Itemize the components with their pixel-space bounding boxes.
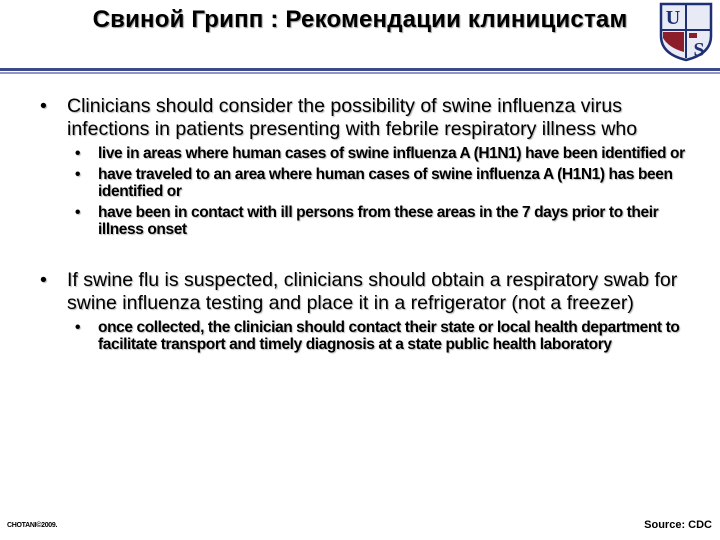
sub-bullet-text: once collected, the clinician should contact their state or local health department to facilitate transport and timely diagnosis at a state public health laboratory bbox=[98, 319, 680, 353]
sub-bullet bbox=[69, 204, 700, 238]
copyright-footer: CHOTANI©2009. bbox=[7, 522, 58, 529]
bullet-suspected-swine-flu bbox=[40, 269, 700, 315]
sub-bullet bbox=[69, 319, 700, 353]
logo-letter-s: S bbox=[693, 39, 705, 61]
sub-bullet-text: live in areas where human cases of swine influenza A (H1N1) have been identified or bbox=[98, 145, 685, 162]
bullet-dot: • bbox=[40, 95, 47, 117]
logo-letter-u: U bbox=[665, 7, 681, 29]
title-divider bbox=[0, 68, 720, 71]
sub-bullet-list bbox=[69, 145, 700, 238]
university-logo bbox=[655, 0, 717, 62]
bullet-dot: • bbox=[75, 319, 81, 336]
sub-bullet-list bbox=[69, 319, 700, 353]
sub-bullet bbox=[69, 145, 700, 162]
bullet-consider-swine-flu bbox=[40, 95, 700, 141]
bullet-text: Clinicians should consider the possibility of swine influenza virus infections in patients presenting with febrile respiratory illness who bbox=[67, 95, 638, 140]
bullet-dot: • bbox=[75, 204, 81, 221]
source-footer: Source: CDC bbox=[644, 519, 712, 531]
sub-bullet bbox=[69, 166, 700, 200]
slide-content bbox=[40, 95, 700, 357]
bullet-text: If swine flu is suspected, clinicians should obtain a respiratory swab for swine influenza testing and place it in a refrigerator (not a freezer) bbox=[67, 269, 678, 314]
sub-bullet-text: have been in contact with ill persons from these areas in the 7 days prior to their illness onset bbox=[98, 204, 659, 238]
bullet-dot: • bbox=[75, 166, 81, 183]
title-divider-accent bbox=[0, 72, 720, 74]
bullet-dot: • bbox=[40, 269, 47, 291]
bullet-dot: • bbox=[75, 145, 81, 162]
sub-bullet-text: have traveled to an area where human cases of swine influenza A (H1N1) has been identified or bbox=[98, 166, 673, 200]
slide-title: Свиной Грипп : Рекомендации клиницистам bbox=[92, 6, 628, 33]
